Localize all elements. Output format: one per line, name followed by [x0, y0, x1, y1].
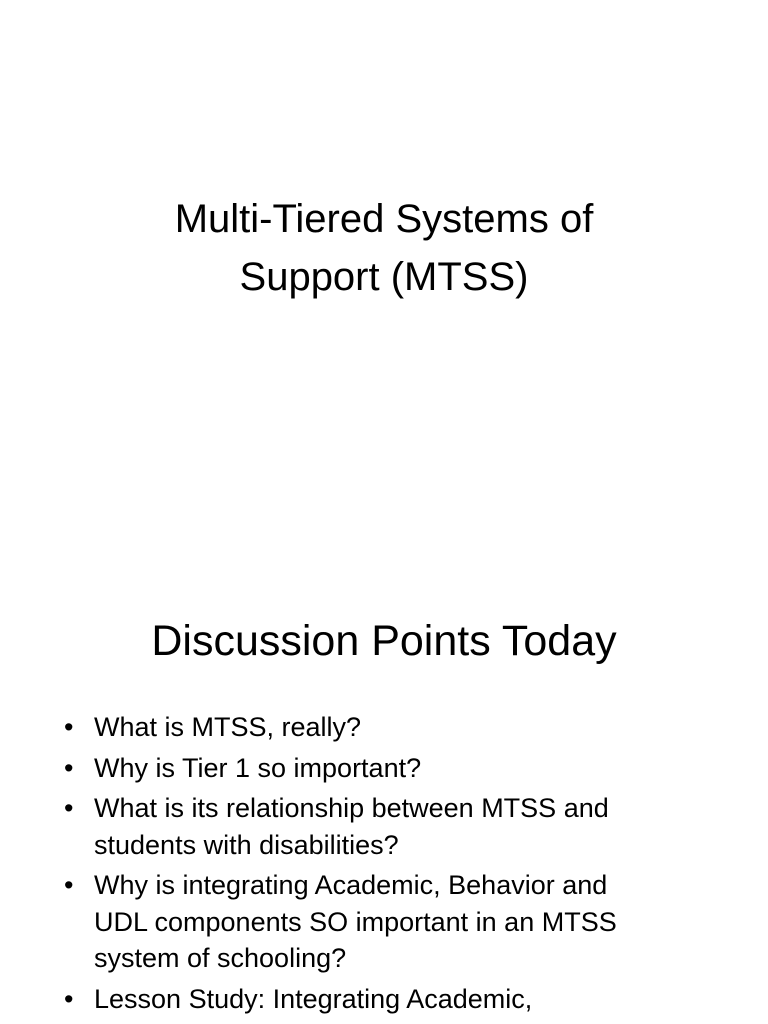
bullet-line: Lesson Study: Integrating Academic,	[94, 983, 533, 1014]
bullet-text	[94, 981, 760, 1018]
bullet-item	[60, 790, 760, 863]
bullet-line: Why is Tier 1 so important?	[94, 752, 422, 783]
bullet-dot-icon: •	[64, 983, 74, 1014]
bullet-line: students with disabilities?	[94, 829, 399, 860]
bullet-text	[94, 709, 760, 746]
title-line-1: Multi-Tiered Systems of	[174, 197, 594, 241]
bullet-line: What is MTSS, really?	[94, 712, 362, 742]
bullet-line: system of schooling?	[94, 943, 347, 973]
title-line-2: Support (MTSS)	[239, 255, 529, 299]
bullet-item	[60, 867, 760, 977]
bullet-line: Why is integrating Academic, Behavior and	[94, 870, 608, 900]
bullet-text	[94, 750, 760, 787]
bullet-text	[94, 867, 760, 977]
bullet-text	[94, 790, 760, 863]
bullet-dot-icon: •	[64, 870, 74, 900]
bullet-dot-icon: •	[64, 712, 74, 742]
bullet-item	[60, 709, 760, 746]
bullet-item	[60, 750, 760, 787]
bullet-line: What is its relationship between MTSS and	[94, 793, 609, 823]
discussion-heading: Discussion Points Today	[151, 617, 617, 665]
bullet-list	[60, 709, 760, 1021]
bullet-line: UDL components SO important in an MTSS	[94, 906, 617, 937]
slide-discussion-points	[0, 576, 768, 1024]
slide-title-heading	[0, 190, 768, 306]
bullet-dot-icon: •	[64, 793, 74, 823]
bullet-dot-icon: •	[64, 752, 74, 783]
bullet-item	[60, 981, 760, 1018]
